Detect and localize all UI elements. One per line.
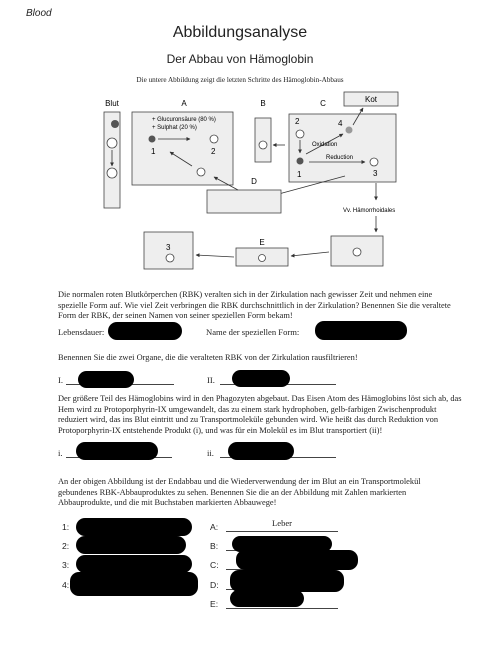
redacted-answer <box>232 370 290 387</box>
c-num-1: 1 <box>297 170 302 179</box>
q4-text: An der obigen Abbildung ist der Endabbau und die Wiederverwendung der im Blut an ein Transportmolekül gebundenes RBK-Abbauproduktes zu sehen. Benennen Sie die an der Abbildung mit Zahlen markierten Abbauprodukte, und die mit Buchstaben markierten Abbauwege! <box>58 477 421 507</box>
q4-letter-label-e: E: <box>210 599 219 609</box>
blut-dot-2 <box>107 168 117 178</box>
a-num-2: 2 <box>211 147 216 156</box>
box-d <box>207 190 281 213</box>
answer-line <box>226 608 338 609</box>
c-dot-1 <box>297 158 304 165</box>
label-b: B <box>260 99 266 108</box>
label-blut: Blut <box>105 99 119 108</box>
page-tag: Blood <box>26 8 52 19</box>
redacted-answer <box>315 321 407 340</box>
intro-text: Die untere Abbildung zeigt die letzten Schritte des Hämoglobin-Abbaus <box>136 76 344 84</box>
page-title: Abbildungsanalyse <box>172 24 308 41</box>
c-reduction: Reduction <box>326 155 354 161</box>
label-vv: Vv. Hämorrhoidales <box>343 208 396 214</box>
page-subtitle: Der Abbau von Hämoglobin <box>166 52 314 66</box>
num-3-end: 3 <box>166 243 171 252</box>
q2-label-ii: II. <box>207 375 215 385</box>
q1-label-life: Lebensdauer: <box>58 327 105 337</box>
redacted-answer <box>230 590 304 607</box>
label-kot: Kot <box>364 95 378 104</box>
q4-letter-label-a: A: <box>210 522 219 532</box>
redacted-answer <box>70 572 198 596</box>
a-num-1: 1 <box>151 147 156 156</box>
redacted-answer <box>78 371 134 388</box>
q3-label-ii: ii. <box>207 448 214 458</box>
label-a: A <box>181 99 187 108</box>
box-c <box>289 114 396 182</box>
end-dot <box>166 254 174 262</box>
q3-text: Der größere Teil des Hämoglobins wird in den Phagozyten abgebaut. Das Eisen Atom des Hämoglobins löst sich ab, das Hem wird zu Protoporphyrin-IX umgewandelt, das zu einem stark hydrophoben, gelb-farbigen Zwischenprodukt reduziert wird, das ins Blut eintritt und zu Transportmoleküle gebunden wird. Wie heißt das durch Reduktion von Protoporphyrin-IX entstehende Produkt (i), und was für ein Molekül es im Blut transportiert (ii)! <box>58 394 462 435</box>
q4-num-label-1: 1: <box>62 522 70 532</box>
q4-letter-label-b: B: <box>210 541 219 551</box>
c-dot-3 <box>370 158 378 166</box>
q4-num-label-2: 2: <box>62 541 70 551</box>
b-dot <box>259 141 267 149</box>
q3-label-i: i. <box>58 448 63 458</box>
a-dot-dark <box>149 136 156 143</box>
redacted-answer <box>76 518 192 536</box>
redacted-answer <box>76 442 158 460</box>
q4-num-label-4: 4: <box>62 580 70 590</box>
c-oxidation: Oxidation <box>312 142 338 148</box>
label-e: E <box>259 238 265 247</box>
q2-label-i: I. <box>58 375 64 385</box>
a-text-2: + Sulphat (20 %) <box>152 125 197 131</box>
vv-dot <box>353 248 361 256</box>
label-c: C <box>320 99 326 108</box>
blut-dot-dark <box>111 120 119 128</box>
redacted-answer <box>236 550 358 570</box>
redacted-answer <box>108 322 182 340</box>
a-dot-2 <box>210 135 218 143</box>
c-dot-4 <box>346 127 353 134</box>
q4-num-label-3: 3: <box>62 560 70 570</box>
redacted-answer <box>228 442 294 460</box>
c-num-4: 4 <box>338 119 343 128</box>
answer-line <box>226 531 338 532</box>
num-3: 3 <box>373 169 378 178</box>
blut-dot-1 <box>107 138 117 148</box>
redacted-answer <box>230 570 344 592</box>
q1-label-form: Name der speziellen Form: <box>206 327 300 337</box>
q1-text: Die normalen roten Blutkörperchen (RBK) veralten sich in der Zirkulation nach gewisser Zeit und nehmen eine spezielle Form auf. Wie viel Zeit verbringen die RBK durchschnittlich in der Zirkulation? Benennen Sie die veraltete Form der RBK, der seinen Namen von seiner speziellen Form bekam! <box>58 290 451 320</box>
c-num-2: 2 <box>295 117 300 126</box>
answer-a-text: Leber <box>272 518 293 528</box>
hemoglobin-diagram <box>0 90 480 280</box>
box-b <box>255 118 271 162</box>
label-d: D <box>251 177 257 186</box>
q2-text: Benennen Sie die zwei Organe, die die veralteten RBK von der Zirkulation rausfiltrieren! <box>58 353 358 362</box>
q4-letter-label-d: D: <box>210 580 219 590</box>
q4-letter-label-c: C: <box>210 560 219 570</box>
c-dot-2 <box>296 130 304 138</box>
e-dot <box>259 255 266 262</box>
redacted-answer <box>76 536 186 554</box>
redacted-answer <box>76 555 192 573</box>
a-dot-3 <box>197 168 205 176</box>
a-text-1: + Glucuronsäure (80 %) <box>152 117 216 123</box>
